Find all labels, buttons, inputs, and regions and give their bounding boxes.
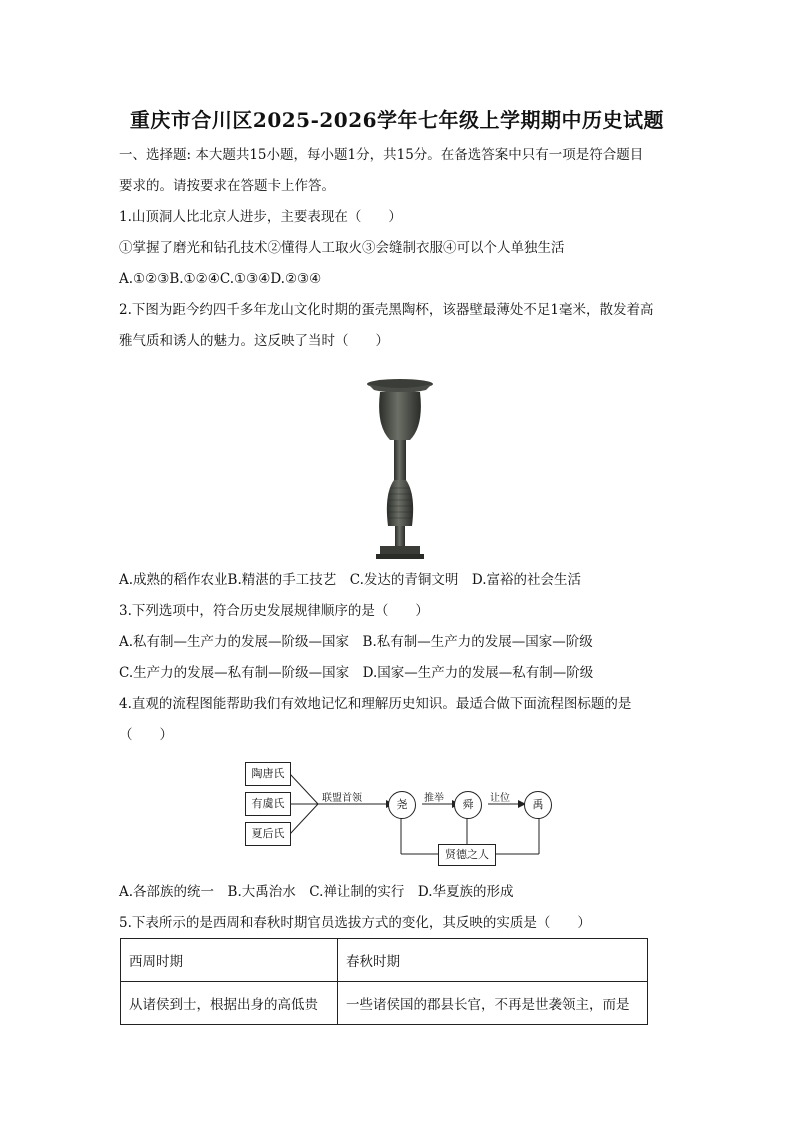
table-row	[121, 939, 648, 982]
leader-yao: 尧	[388, 791, 416, 819]
section-heading-line1: 一、选择题: 本大题共15小题，每小题1分，共15分。在备选答案中只有一项是符合题目	[119, 147, 644, 163]
tribe-box-xiahou: 夏后氏	[245, 822, 291, 846]
q1-statements: ①掌握了磨光和钻孔技术②懂得人工取火③会缝制衣服④可以个人单独生活	[119, 240, 565, 256]
table-header-xizhou: 西周时期	[121, 939, 338, 982]
leader-shun: 舜	[454, 791, 482, 819]
q2-stem-line2: 雅气质和诱人的魅力。这反映了当时（ ）	[119, 333, 389, 349]
q4-options: A.各部族的统一 B.大禹治水 C.禅让制的实行 D.华夏族的形成	[119, 884, 514, 900]
leader-yu: 禹	[524, 791, 552, 819]
tribe-box-youyu: 有虞氏	[245, 792, 291, 816]
q1-options: A.①②③B.①②④C.①③④D.②③④	[119, 271, 322, 287]
recommend-label: 推举	[424, 793, 444, 804]
page-title: 重庆市合川区2025-2026学年七年级上学期期中历史试题	[129, 108, 665, 132]
table-cell-xizhou: 从诸侯到士，根据出身的高低贵	[121, 982, 338, 1025]
section-heading-line2: 要求的。请按要求在答题卡上作答。	[119, 178, 335, 194]
q3-options-line2: C.生产力的发展—私有制—阶级—国家 D.国家—生产力的发展—私有制—阶级	[119, 665, 594, 681]
q4-stem-line2: （ ）	[119, 727, 173, 743]
q3-stem: 3.下列选项中，符合历史发展规律顺序的是（ ）	[119, 603, 429, 619]
virtuous-person-box: 贤德之人	[438, 844, 496, 866]
chanrang-flow-diagram	[240, 758, 570, 870]
q2-stem-line1: 2.下图为距今约四千多年龙山文化时期的蛋壳黑陶杯，该器壁最薄处不足1毫米，散发着高	[119, 302, 654, 318]
abdicate-label: 让位	[490, 793, 510, 804]
q5-stem: 5.下表所示的是西周和春秋时期官员选拔方式的变化，其反映的实质是（ ）	[119, 915, 591, 931]
alliance-leader-label: 联盟首领	[322, 793, 362, 804]
table-row	[121, 982, 648, 1025]
table-header-chunqiu: 春秋时期	[338, 939, 648, 982]
q3-options-line1: A.私有制—生产力的发展—阶级—国家 B.私有制—生产力的发展—国家—阶级	[119, 634, 593, 650]
q1-stem: 1.山顶洞人比北京人进步，主要表现在（ ）	[119, 209, 402, 225]
official-selection-table	[120, 938, 648, 1025]
table-cell-chunqiu: 一些诸侯国的郡县长官，不再是世袭领主，而是	[338, 982, 648, 1025]
eggshell-pottery-cup-image	[360, 376, 440, 560]
tribe-box-taotang: 陶唐氏	[245, 762, 291, 786]
q4-stem-line1: 4.直观的流程图能帮助我们有效地记忆和理解历史知识。最适合做下面流程图标题的是	[119, 696, 632, 712]
q2-options: A.成熟的稻作农业B.精湛的手工技艺 C.发达的青铜文明 D.富裕的社会生活	[119, 572, 582, 588]
